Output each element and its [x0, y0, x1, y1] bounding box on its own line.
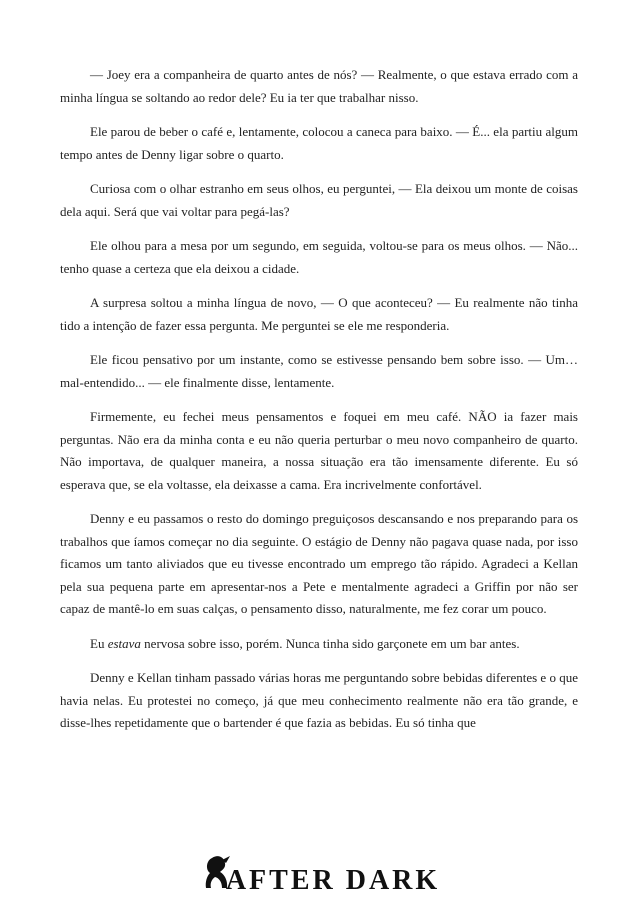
paragraph-9-after: nervosa sobre isso, porém. Nunca tinha sido garçonete em um bar antes.: [140, 635, 520, 651]
document-body: [60, 64, 578, 735]
paragraph-7: Firmemente, eu fechei meus pensamentos e foquei em meu café. NÃO ia fazer mais perguntas. Não era da minha conta e eu não queria perturbar o meu novo companheiro de quarto. Não importava, de qualquer maneira, a nossa situação era tão imensamente diferente. Eu só esperava que, se ela voltasse, ela deixasse a cama. Era incrivelmente confortável.: [60, 409, 578, 492]
paragraph-5: A surpresa soltou a minha língua de novo, — O que aconteceu? — Eu realmente não tinha tido a intenção de fazer essa pergunta. Me perguntei se ele me responderia.: [60, 295, 578, 333]
paragraph-4: Ele olhou para a mesa por um segundo, em seguida, voltou-se para os meus olhos. — Não... tenho quase a certeza que ela deixou a cidade.: [60, 238, 578, 276]
paragraph-3: Curiosa com o olhar estranho em seus olhos, eu perguntei, — Ela deixou um monte de coisas dela aqui. Será que vai voltar para pegá-las?: [60, 181, 578, 219]
paragraph-1: — Joey era a companheira de quarto antes de nós? — Realmente, o que estava errado com a minha língua se soltando ao redor dele? Eu ia ter que trabalhar nisso.: [60, 67, 578, 105]
paragraph-6: Ele ficou pensativo por um instante, como se estivesse pensando bem sobre isso. — Um… mal-entendido... — ele finalmente disse, lentamente.: [60, 352, 578, 390]
paragraph-9-italic: estava: [107, 635, 141, 651]
paragraph-2: Ele parou de beber o café e, lentamente, colocou a caneca para baixo. — É... ela partiu algum tempo antes de Denny ligar sobre o quarto.: [60, 124, 578, 162]
paragraph-9-before: Eu: [90, 635, 108, 651]
paragraph-10: Denny e Kellan tinham passado várias horas me perguntando sobre bebidas diferentes e o que havia nelas. Eu protestei no começo, já que meu conhecimento realmente não era tão grande, e disse-lhes repetidamente que o bartender é que fazia as bebidas. Eu só tinha que: [60, 670, 578, 730]
footer-logo: [0, 854, 638, 897]
paragraph-8: Denny e eu passamos o resto do domingo preguiçosos descansando e nos preparando para os trabalhos que íamos começar no dia seguinte. O estágio de Denny não pagava quase nada, por isso ficamos um tanto aliviados que eu tivesse encontrado um emprego tão rápido. Agradeci a Kellan pela sua pequena parte em apresentar-nos a Pete e mentalmente agradeci a Griffin por não ser capaz de mantê-lo em suas calças, o pensamento disso, naturalmente, me fez corar um pouco.: [60, 511, 578, 616]
paragraph-9: [60, 633, 578, 656]
logo-text: AFTER DARK: [225, 865, 441, 896]
